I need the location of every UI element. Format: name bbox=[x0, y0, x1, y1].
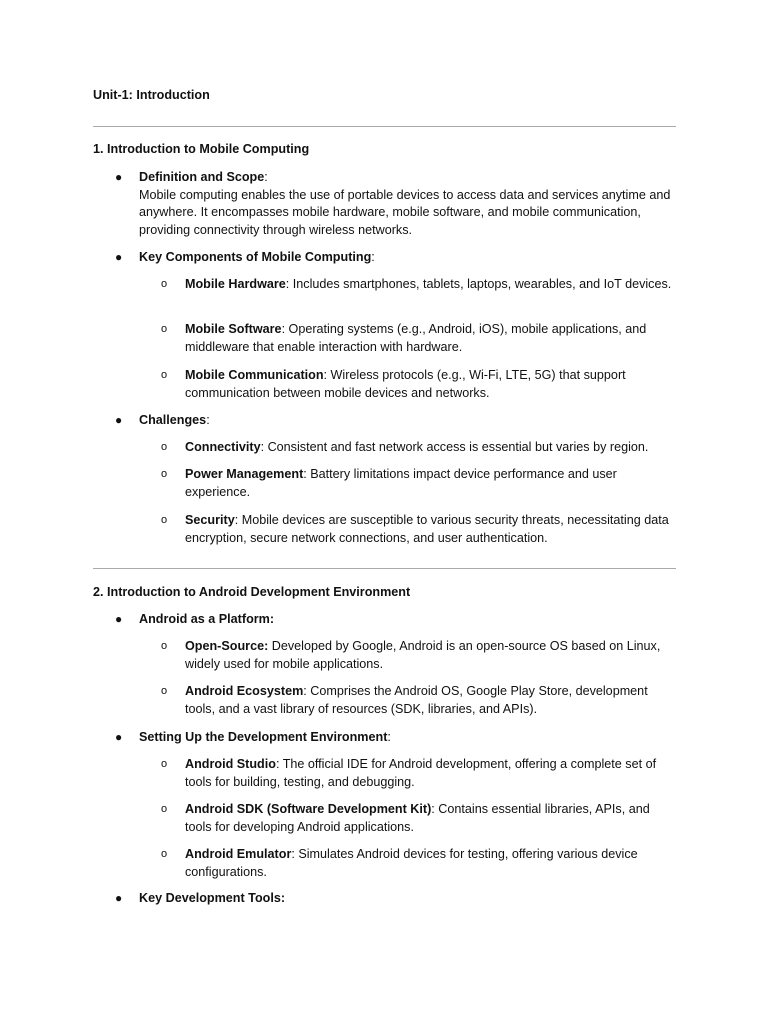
section-heading: 2. Introduction to Android Development Environment bbox=[93, 585, 411, 599]
sub-bullet-marker: o bbox=[161, 369, 168, 381]
sub-item-label: Android Emulator bbox=[185, 847, 292, 861]
sub-bullet-marker: o bbox=[161, 441, 168, 453]
sub-item-label: Connectivity bbox=[185, 440, 261, 454]
sub-item-label: Security bbox=[185, 513, 235, 527]
bullet-marker: ● bbox=[115, 612, 123, 626]
sub-item-text: : Consistent and fast network access is essential but varies by region. bbox=[260, 440, 649, 454]
item-label: Challenges bbox=[139, 413, 207, 427]
sub-bullet-marker: o bbox=[161, 848, 168, 860]
item-suffix: : bbox=[264, 170, 268, 184]
sub-item-text: : Contains essential libraries, APIs, and tools for developing Android applications. bbox=[185, 802, 650, 834]
bullet-marker: ● bbox=[115, 170, 123, 184]
item-label: Key Components of Mobile Computing bbox=[139, 250, 372, 264]
sub-item-label: Mobile Software bbox=[185, 322, 282, 336]
sub-item-text: : Wireless protocols (e.g., Wi-Fi, LTE, 5G) that support communication between mobile devices and networks. bbox=[185, 368, 626, 400]
sub-item-label: Mobile Communication bbox=[185, 368, 324, 382]
bullet-marker: ● bbox=[115, 250, 123, 264]
item-suffix: : bbox=[206, 413, 210, 427]
sub-item-text: : Comprises the Android OS, Google Play Store, development tools, and a vast library of resources (SDK, libraries, and APIs). bbox=[185, 684, 648, 716]
sub-bullet-marker: o bbox=[161, 758, 168, 770]
sub-item-text: : Includes smartphones, tablets, laptops, wearables, and IoT devices. bbox=[285, 277, 672, 291]
sub-bullet-marker: o bbox=[161, 468, 168, 480]
sub-item-text: : The official IDE for Android development, offering a complete set of tools for building, testing, and debugging. bbox=[185, 757, 657, 789]
sub-item-text: : Battery limitations impact device performance and user experience. bbox=[185, 467, 617, 499]
sub-bullet-marker: o bbox=[161, 685, 168, 697]
sub-bullet-marker: o bbox=[161, 803, 168, 815]
sub-item-label: Android Ecosystem bbox=[185, 684, 304, 698]
sub-item-label: Power Management bbox=[185, 467, 304, 481]
sub-item-text: : Operating systems (e.g., Android, iOS), mobile applications, and middleware that enable interaction with hardware. bbox=[185, 322, 647, 354]
sub-item-label: Mobile Hardware bbox=[185, 277, 286, 291]
item-label: Android as a Platform: bbox=[139, 612, 275, 626]
bullet-marker: ● bbox=[115, 413, 123, 427]
item-label: Key Development Tools: bbox=[139, 891, 286, 905]
item-label: Definition and Scope bbox=[139, 170, 265, 184]
sub-bullet-marker: o bbox=[161, 323, 168, 335]
divider bbox=[93, 126, 676, 127]
sub-item-label: Android Studio bbox=[185, 757, 276, 771]
sub-item-text: Developed by Google, Android is an open-source OS based on Linux, widely used for mobile applications. bbox=[185, 639, 661, 671]
section-heading: 1. Introduction to Mobile Computing bbox=[93, 142, 310, 156]
divider bbox=[93, 568, 676, 569]
sub-bullet-marker: o bbox=[161, 514, 168, 526]
bullet-marker: ● bbox=[115, 730, 123, 744]
item-label: Setting Up the Development Environment bbox=[139, 730, 388, 744]
item-suffix: : bbox=[387, 730, 391, 744]
sub-bullet-marker: o bbox=[161, 278, 168, 290]
sub-item-label: Android SDK (Software Development Kit) bbox=[185, 802, 432, 816]
sub-item-text: : Mobile devices are susceptible to various security threats, necessitating data encryption, secure network connections, and user authentication. bbox=[185, 513, 669, 545]
bullet-marker: ● bbox=[115, 891, 123, 905]
sub-item-label: Open-Source: bbox=[185, 639, 269, 653]
item-text: Mobile computing enables the use of portable devices to access data and services anytime and anywhere. It encompasses mobile hardware, mobile software, and mobile communication, providing connectivity through wireless networks. bbox=[139, 187, 671, 237]
sub-bullet-marker: o bbox=[161, 640, 168, 652]
item-suffix: : bbox=[371, 250, 375, 264]
sub-item-text: : Simulates Android devices for testing, offering various device configurations. bbox=[185, 847, 638, 879]
document-title: Unit-1: Introduction bbox=[93, 88, 210, 102]
